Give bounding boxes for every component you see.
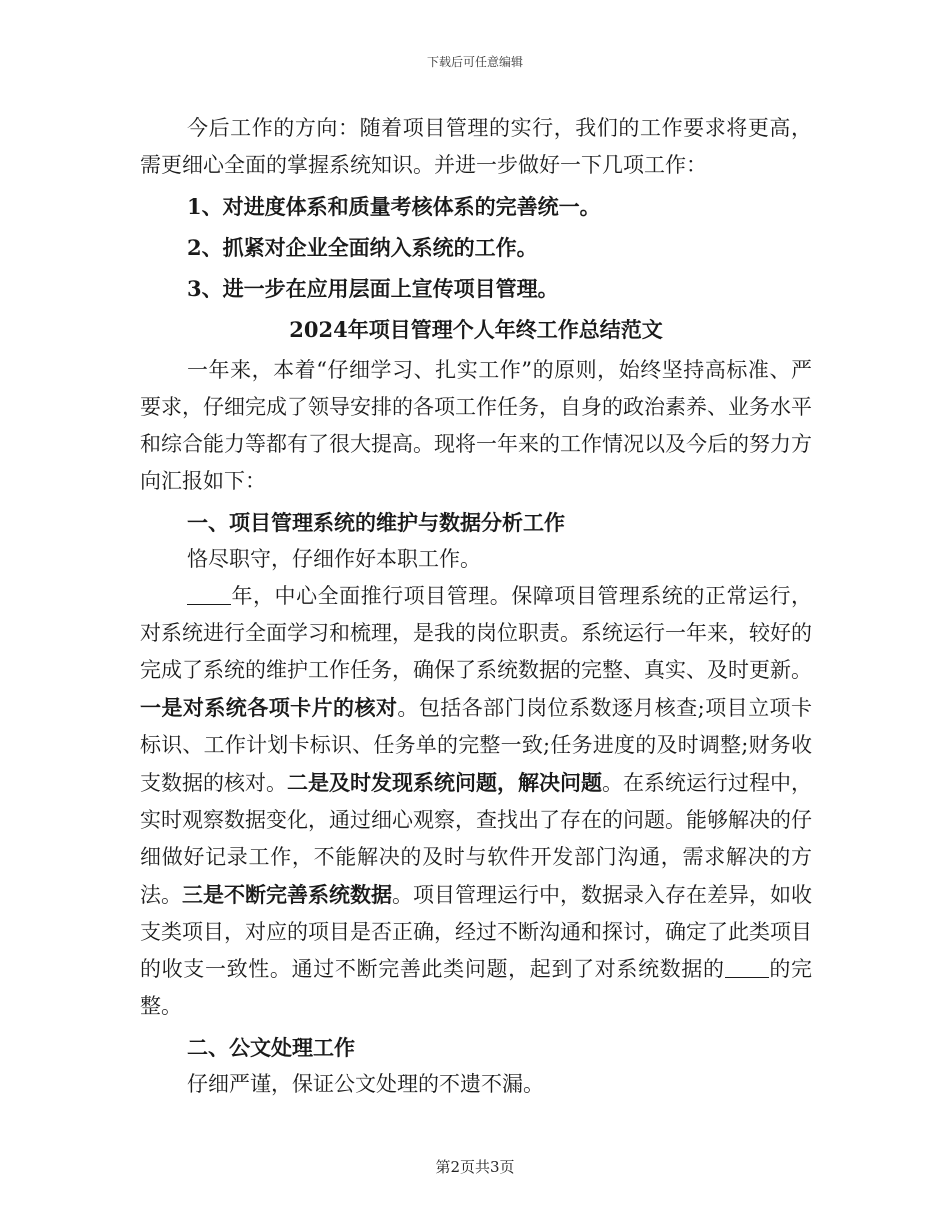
work-item-3: 3、进一步在应用层面上宣传项目管理。 — [187, 276, 559, 301]
header-note: 下载后可任意编辑 — [426, 55, 523, 69]
section1-lead: 恪尽职守，仔细作好本职工作。 — [187, 547, 481, 571]
blank-line — [187, 586, 231, 605]
work-item-1: 1、对进度体系和质量考核体系的完善统一。 — [187, 194, 601, 219]
section1-heading: 一、项目管理系统的维护与数据分析工作 — [187, 510, 565, 535]
section1-text-d: 。项目管理运行中，数据录入存在差异，如收支类项目，对应的项目是否正确，经过不断沟通和探讨，确定了此类项目的收支一致性。通过不断完善此类问题，起到了对系统数据的 — [140, 883, 812, 981]
document-body — [140, 110, 812, 1103]
page-number: 第2页共3页 — [435, 1158, 515, 1176]
section1-text-c: 。在系统运行过程中，实时观察数据变化，通过细心观察，查找出了存在的问题。能够解决的仔细做好记录工作，不能解决的及时与软件开发部门沟通，需求解决的方法。 — [140, 771, 812, 907]
article-title: 2024年项目管理个人年终工作总结范文 — [289, 317, 663, 342]
point-three: 三是不断完善系统数据 — [182, 882, 392, 907]
direction-paragraph: 今后工作的方向：随着项目管理的实行，我们的工作要求将更高，需更细心全面的掌握系统知识。并进一步做好一下几项工作： — [140, 116, 812, 177]
point-one: 一是对系统各项卡片的核对 — [140, 695, 398, 720]
section1-body — [140, 578, 812, 1025]
section1-text-e: 的完整。 — [140, 957, 812, 1018]
section1-text-b: 。包括各部门岗位系数逐月核查;项目立项卡标识、工作计划卡标识、任务单的完整一致;任务进度的及时调整;财务收支数据的核对。 — [140, 696, 812, 795]
section2-heading: 二、公文处理工作 — [187, 1035, 355, 1060]
opening-paragraph: 一年来，本着“仔细学习、扎实工作”的原则，始终坚持高标准、严要求，仔细完成了领导安排的各项工作任务，自身的政治素养、业务水平和综合能力等都有了很大提高。现将一年来的工作情况以及今后的努力方向汇报如下： — [140, 358, 812, 493]
section1-text-a: 年，中心全面推行项目管理。保障项目管理系统的正常运行，对系统进行全面学习和梳理，是我的岗位职责。系统运行一年来，较好的完成了系统的维护工作任务，确保了系统数据的完整、真实、及时更新。 — [140, 584, 812, 682]
section2-lead: 仔细严谨，保证公文处理的不遗不漏。 — [187, 1072, 544, 1096]
blank-line — [725, 959, 769, 978]
work-item-2: 2、抓紧对企业全面纳入系统的工作。 — [187, 235, 538, 260]
point-two: 二是及时发现系统问题，解决问题 — [287, 770, 602, 795]
